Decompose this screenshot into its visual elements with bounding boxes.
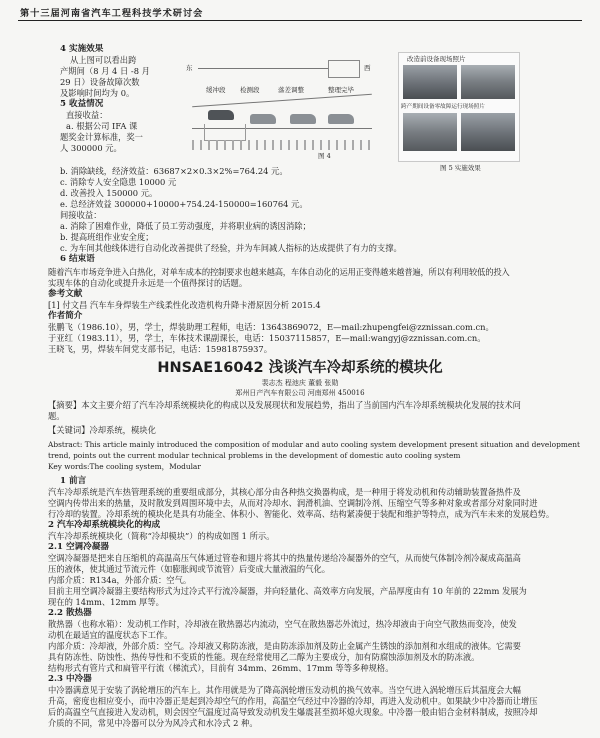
references-heading: 参考文献 bbox=[48, 289, 83, 299]
text-line: d. 改善投入 150000 元。 bbox=[60, 188, 158, 198]
section-heading: 4 实施效果 bbox=[60, 44, 104, 54]
section-heading: 1 前言 bbox=[60, 476, 87, 486]
article-affiliation: 郑州日产汽车有限公司 河南郑州 450016 bbox=[235, 389, 365, 397]
text-line: 汽车冷却系统模块化（简称“冷却模块”）的构成如图 1 所示。 bbox=[48, 531, 275, 541]
label-zone: 缓冲段 bbox=[206, 86, 226, 94]
text-line: b. 消除缺线，经济效益：63687×2×0.3×2%=764.24 元。 bbox=[60, 166, 288, 176]
figure-5-photos bbox=[398, 52, 520, 162]
conclusion-block bbox=[48, 267, 588, 355]
text-line: 产期间（8 月 4 日 -8 月 bbox=[60, 66, 150, 76]
figure-4-diagram bbox=[178, 52, 378, 164]
rail-track bbox=[192, 140, 372, 150]
text-line: 现在的 14mm、12mm 厚等。 bbox=[48, 597, 164, 607]
authors-heading: 作者简介 bbox=[48, 311, 83, 321]
benefits-block bbox=[60, 166, 560, 265]
text-line: 空调冷凝器是把来自压缩机的高温高压气体通过管卷和翅片将其中的热量传递给冷凝器外的空气，从而使气体制冷剂冷凝成高温高 bbox=[48, 553, 521, 563]
text-line: 直接收益： bbox=[66, 110, 108, 120]
text-line: a. 根据公司 IFA 课 bbox=[66, 121, 138, 131]
text-line: 内部介质：R134a，外部介质：空气。 bbox=[48, 575, 192, 585]
text-line: 实现车体的自动化或提升永远是一个值得探讨的话题。 bbox=[48, 278, 248, 288]
keywords-en: Key words:The cooling system，Modular bbox=[48, 462, 201, 471]
photo bbox=[461, 113, 515, 151]
keywords-cn: 【关键词】冷却系统，模块化 bbox=[48, 425, 156, 435]
station-box bbox=[328, 60, 360, 78]
text-line: 中冷器满意见于安装了涡轮增压的汽车上。其作用就是为了降高涡轮增压发动机的换气效率。当空气进入涡轮增压后其温度会大幅 bbox=[48, 685, 521, 695]
left-column bbox=[60, 44, 180, 154]
car-body bbox=[250, 114, 276, 124]
text-line: 行冷却的装置。冷却系统的模块化是具有功能全、体积小、智能化、效率高、结构紧凑便于装配和维护等特点，成为汽车未来的发展趋势。 bbox=[48, 509, 555, 519]
text-line: b. 提高班组作业安全度； bbox=[60, 232, 154, 242]
author-bio: 张鹏飞（1986.10），男，学士，焊装助理工程师，电话：13643869072，E—mail:zhupengfei@zznissan.com.cn。 bbox=[48, 322, 494, 332]
author-bio: 于亚红（1983.11），男，学士，车体技术课副课长，电话：15037115857，E—mail:wangyj@zznissan.com.cn。 bbox=[48, 333, 486, 343]
text-line: 人 300000 元。 bbox=[60, 143, 122, 153]
running-header: 第十三届河南省汽车工程科技学术研讨会 bbox=[20, 8, 204, 19]
abstract-block bbox=[48, 400, 588, 472]
section-heading: 2.1 空调冷凝器 bbox=[48, 542, 109, 552]
text-line: 随着汽车市场竞争进入白热化，对单车成本的控制要求也越来越高，车体自动化的运用正变得越来越普遍，所以有利用较低的投入 bbox=[48, 267, 510, 277]
text-line: 空调内传带出来的热量，及时散发到周围环境中去，从而对冷却水、润滑机油、空调制冷剂、压缩空气等多种对象或者部分对象同时进 bbox=[48, 498, 538, 508]
abstract-en: Abstract: This article mainly introduced the composition of modular and auto cooling system development present situation and development bbox=[48, 440, 580, 449]
reference-item: [1] 付文昌 汽车车身焊装生产线柔性化改造机构升降卡滑原因分析 2015.4 bbox=[48, 300, 321, 310]
text-line: 具有防冻性、防蚀性、热传导性和不变质的性能。现在经常使用乙二醇为主要成分，加有防腐蚀添加剂及水的防冻液。 bbox=[48, 652, 480, 662]
text-line: 后的高温空气直接进入发动机，则会因空气温度过高导致发动机发生爆震甚至损坏熄火现象。中冷器一般由铝合金材料制成，按照冷却 bbox=[48, 707, 538, 717]
section-heading: 2 汽车冷却系统模块化的构成 bbox=[48, 520, 161, 530]
text-line: 目前主用空调冷凝器主要结构形式为过冷式平行流冷凝器，并向轻量化、高效率方向发展，产品厚度由有 10 年前的 22mm 发展为 bbox=[48, 586, 527, 596]
text-line: a. 消除了困难作业，降低了员工劳动强度，并将职业病的诱因消除； bbox=[60, 221, 311, 231]
photo-caption: 改造前设备现场照片 bbox=[407, 55, 466, 63]
text-line: 散热器（也称水箱）：发动机工作时，冷却液在散热器芯内流动，空气在散热器芯外流过，热冷却液由于向空气散热而变冷，使发 bbox=[48, 619, 517, 629]
text-line: e. 总经济效益 300000+10000+754.24-150000=160764 元。 bbox=[60, 199, 308, 209]
text-line: 升高，密度也相应变小，而中冷器正是起到冷却空气的作用，高温空气经过中冷器的冷却，再进入发动机中。如果缺少中冷器而让增压 bbox=[48, 696, 538, 706]
article-authors: 裴志杰 程池庆 董毅 张勋 bbox=[261, 379, 339, 387]
text-line: 动机在最适宜的温度状态下工作。 bbox=[48, 630, 173, 640]
photo bbox=[403, 113, 457, 151]
author-bio: 王晓飞，男，焊装车间党支部书记，电话：15981875937。 bbox=[48, 344, 273, 354]
photo-caption: 跨产期间设备零故障运行现场照片 bbox=[401, 104, 485, 110]
section-heading: 6 结束语 bbox=[60, 254, 95, 264]
text-line: 29 日）设备故障次数 bbox=[60, 77, 140, 87]
section-heading: 2.3 中冷器 bbox=[48, 674, 92, 684]
abstract-cn: 题。 bbox=[48, 411, 65, 421]
label-zone: 整理完毕 bbox=[328, 86, 354, 94]
conveyor-line bbox=[192, 94, 372, 108]
label-zone: 检测段 bbox=[240, 86, 260, 94]
text-line: 结构形式有管片式和扁管平行流（梯流式），目前有 34mm、26mm、17mm 等等多种规格。 bbox=[48, 663, 394, 673]
text-line: c. 消除专人安全隐患 10000 元 bbox=[60, 177, 177, 187]
car-body bbox=[208, 110, 234, 120]
car-body bbox=[328, 114, 354, 124]
text-line: 及影响时间均为 0。 bbox=[60, 88, 135, 98]
article-title: HNSAE16042 浅谈汽车冷却系统的模块化 bbox=[157, 360, 443, 376]
photo bbox=[403, 65, 457, 99]
text-line: 题奖金计算标准，奖一 bbox=[60, 132, 143, 142]
text-line: 从上图可以看出跨 bbox=[70, 55, 137, 65]
label-east: 东 bbox=[186, 64, 193, 72]
section-heading: 2.2 散热器 bbox=[48, 608, 92, 618]
article-body bbox=[48, 476, 588, 729]
text-line: 间接收益： bbox=[60, 210, 102, 220]
lift-pit bbox=[204, 124, 246, 141]
figure-caption: 图 4 bbox=[318, 152, 331, 160]
section-heading: 5 收益情况 bbox=[60, 99, 104, 109]
label-zone: 落差调整 bbox=[278, 86, 304, 94]
text-line: 介质的不同，常见中冷器可以分为风冷式和水冷式 2 种。 bbox=[48, 718, 258, 728]
abstract-cn: 【摘要】本文主要介绍了汽车冷却系统模块化的构成以及发展现状和发展趋势，指出了当前国内汽车冷却系统模块化发展的技术问 bbox=[48, 400, 521, 410]
car-body bbox=[290, 114, 316, 124]
label-west: 西 bbox=[364, 64, 371, 72]
text-line: 压的液体，使其通过节流元件（如膨胀阀或节流管）后变成大量液温的气化。 bbox=[48, 564, 331, 574]
photo bbox=[461, 65, 515, 99]
text-line: 内部介质：冷却液，外部介质：空气。冷却液又称防冻液，是由防冻添加剂及防止金属产生锈蚀的添加剂和水组成的液体。它需要 bbox=[48, 641, 521, 651]
arrow-line bbox=[198, 68, 328, 69]
figure-caption: 图 5 实施效果 bbox=[440, 164, 481, 172]
text-line: c. 为车间其他线体进行自动化改善提供了经验，并为车间减人指标的达成提供了有力的支撑。 bbox=[60, 243, 402, 253]
abstract-en: trend, points out the current modular technical problems in the development of domestic auto cooling system bbox=[48, 451, 461, 460]
text-line: 汽车冷却系统是汽车热管理系统的重要组成部分，其核心部分由各种热交换器构成，是一种用于将发动机和传动辅助装置备热件及 bbox=[48, 487, 521, 497]
